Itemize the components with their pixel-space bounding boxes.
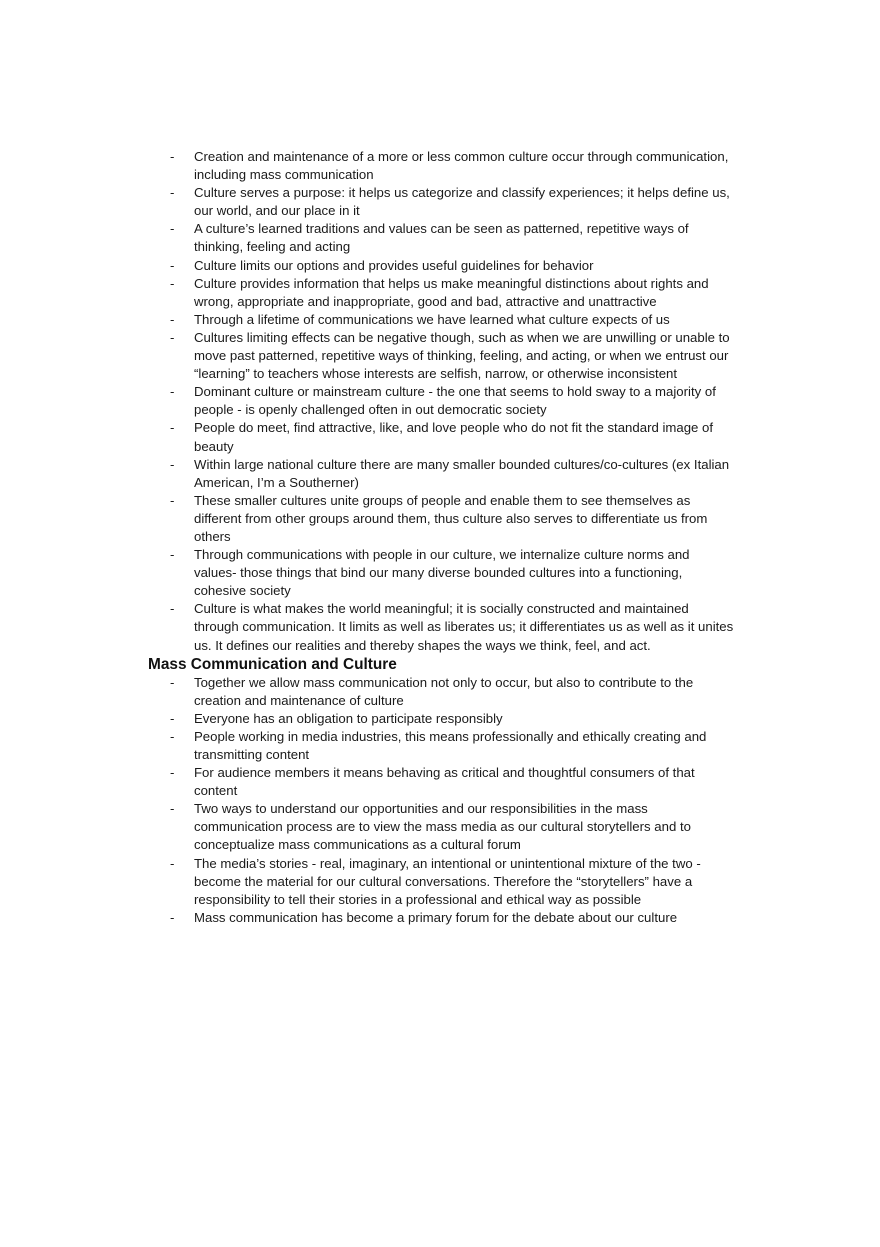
list-item (148, 383, 738, 419)
list-item-text: Culture is what makes the world meaningful; it is socially constructed and maintained through communication. It limits as well as liberates us; it differentiates us as well as it unites us. It defines our realities and thereby shapes the ways we think, feel, and act. (194, 601, 734, 653)
bullet-dash: - (170, 185, 175, 201)
list-item-text: Culture serves a purpose: it helps us categorize and classify experiences; it helps define us, our world, and our place in it (194, 185, 730, 219)
list-item-text: Mass communication has become a primary forum for the debate about our culture (194, 909, 678, 925)
list-item-text: The media’s stories - real, imaginary, an intentional or unintentional mixture of the two - become the material for our cultural conversations. Therefore the “storytellers” have a responsibility to tell their stories in a professional and ethical way as possible (194, 855, 701, 907)
list-item-text: Together we allow mass communication not only to occur, but also to contribute to the creation and maintenance of culture (194, 674, 694, 708)
culture-bullet-list (148, 148, 738, 655)
list-item-text: Dominant culture or mainstream culture - the one that seems to hold sway to a majority of people - is openly challenged often in out democratic society (194, 384, 716, 418)
section-heading: Mass Communication and Culture (148, 655, 397, 673)
list-item (148, 600, 738, 654)
bullet-dash: - (170, 728, 175, 744)
list-item-text: Two ways to understand our opportunities and our responsibilities in the mass communication process are to view the mass media as our cultural storytellers and to conceptualize mass communications as a cultural forum (194, 801, 691, 853)
list-item-text: Through communications with people in our culture, we internalize culture norms and values- those things that bind our many diverse bounded cultures into a functioning, cohesive society (194, 547, 690, 599)
list-item-text: People working in media industries, this means professionally and ethically creating and transmitting content (194, 728, 707, 762)
list-item-text: Through a lifetime of communications we have learned what culture expects of us (194, 311, 670, 327)
bullet-dash: - (170, 801, 175, 817)
list-item (148, 220, 738, 256)
bullet-dash: - (170, 855, 175, 871)
bullet-dash: - (170, 909, 175, 925)
list-item (148, 909, 738, 927)
list-item (148, 419, 738, 455)
list-item (148, 546, 738, 600)
list-item-text: These smaller cultures unite groups of people and enable them to see themselves as different from other groups around them, thus culture also serves to differentiate us from others (194, 492, 708, 544)
list-item (148, 764, 738, 800)
bullet-dash: - (170, 311, 175, 327)
bullet-dash: - (170, 384, 175, 400)
list-item (148, 311, 738, 329)
list-item (148, 728, 738, 764)
list-item (148, 710, 738, 728)
bullet-dash: - (170, 601, 175, 617)
bullet-dash: - (170, 275, 175, 291)
list-item-text: Creation and maintenance of a more or less common culture occur through communication, including mass communication (194, 149, 729, 183)
list-item (148, 275, 738, 311)
bullet-dash: - (170, 257, 175, 273)
list-item-text: Culture provides information that helps us make meaningful distinctions about rights and wrong, appropriate and inappropriate, good and bad, attractive and unattractive (194, 275, 709, 309)
bullet-dash: - (170, 674, 175, 690)
bullet-dash: - (170, 456, 175, 472)
list-item (148, 855, 738, 909)
list-item-text: Everyone has an obligation to participate responsibly (194, 710, 503, 726)
list-item (148, 456, 738, 492)
list-item (148, 329, 738, 383)
bullet-dash: - (170, 221, 175, 237)
bullet-dash: - (170, 710, 175, 726)
list-item-text: Culture limits our options and provides useful guidelines for behavior (194, 257, 594, 273)
mass-communication-bullet-list (148, 674, 738, 927)
list-item (148, 148, 738, 184)
list-item (148, 800, 738, 854)
bullet-dash: - (170, 149, 175, 164)
list-item (148, 257, 738, 275)
list-item-text: A culture’s learned traditions and values can be seen as patterned, repetitive ways of thinking, feeling and acting (194, 221, 689, 255)
bullet-dash: - (170, 492, 175, 508)
list-item (148, 184, 738, 220)
list-item-text: For audience members it means behaving as critical and thoughtful consumers of that content (194, 765, 695, 799)
list-item-text: People do meet, find attractive, like, and love people who do not fit the standard image of beauty (194, 420, 714, 454)
list-item-text: Within large national culture there are many smaller bounded cultures/co-cultures (ex Italian American, I’m a Southerner) (194, 456, 730, 490)
bullet-dash: - (170, 547, 175, 563)
bullet-dash: - (170, 765, 175, 781)
list-item (148, 492, 738, 546)
bullet-dash: - (170, 420, 175, 436)
document-body (148, 148, 738, 927)
list-item (148, 674, 738, 710)
bullet-dash: - (170, 329, 175, 345)
list-item-text: Cultures limiting effects can be negative though, such as when we are unwilling or unable to move past patterned, repetitive ways of thinking, feeling, and acting, or when we entrust our “learning” to teachers whose interests are selfish, narrow, or otherwise inconsistent (194, 329, 730, 382)
